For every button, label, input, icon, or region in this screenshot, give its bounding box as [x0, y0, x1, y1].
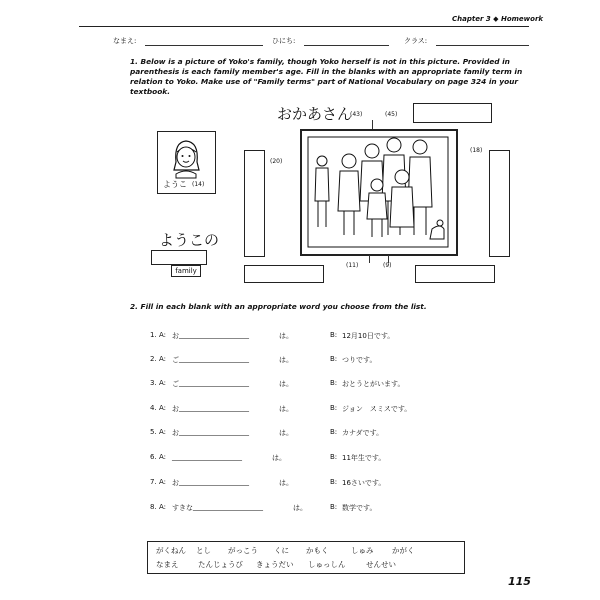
answer-b-prefix: B: — [330, 404, 338, 412]
question-row — [150, 478, 530, 492]
chapter-header: Chapter 3 ◆ Homework — [452, 15, 544, 23]
answer-a-prefix: A: — [159, 355, 167, 363]
family-picture — [300, 129, 458, 256]
answer-b-prefix: B: — [330, 453, 338, 461]
answer-a-text: ご — [172, 380, 179, 388]
answer-a-ending: は。 — [279, 380, 293, 388]
example-family-term: おかあさん — [277, 105, 353, 123]
answer-b-prefix: B: — [330, 331, 338, 339]
answer-a-ending: は。 — [272, 454, 286, 462]
word-list-item: たんじょうび — [198, 560, 243, 569]
answer-b-prefix: B: — [330, 428, 338, 436]
answer-a-text: ご — [172, 356, 179, 364]
answer-b-prefix: B: — [330, 478, 338, 486]
answer-blank[interactable]: ____________________ — [179, 478, 249, 486]
question-number: 4. — [150, 404, 157, 412]
word-list-item: くに — [274, 546, 289, 555]
question-row — [150, 453, 530, 467]
question-number: 6. — [150, 453, 157, 461]
family-term-blank-bottom-right[interactable] — [415, 265, 495, 283]
family-term-blank-left[interactable] — [244, 150, 265, 257]
family-term-blank-yoko[interactable] — [151, 250, 207, 265]
yoko-label: ようこ — [163, 180, 187, 189]
name-label: なまえ: — [113, 37, 137, 45]
family-term-blank-right[interactable] — [489, 150, 510, 257]
answer-a-ending: は。 — [279, 429, 293, 437]
answer-b-text: おとうとがいます。 — [342, 380, 405, 388]
answer-b-text: 数学です。 — [342, 504, 377, 512]
section2-instruction: 2. Fill in each blank with an appropriate word you choose from the list. — [130, 302, 427, 311]
answer-blank[interactable]: ____________________ — [179, 331, 249, 339]
family-term-blank-top[interactable] — [413, 103, 492, 123]
answer-blank[interactable]: ____________________ — [179, 428, 249, 436]
answer-a-ending: は。 — [279, 479, 293, 487]
question-number: 1. — [150, 331, 157, 339]
age-bottom-right: (9) — [383, 262, 392, 269]
answer-b-text: ジョン スミスです。 — [342, 405, 412, 413]
answer-blank[interactable]: ____________________ — [172, 453, 242, 461]
answer-a-prefix: A: — [159, 379, 167, 387]
age-yoko: (14) — [192, 181, 205, 188]
answer-a-prefix: A: — [159, 503, 167, 511]
word-list-item: がくねん — [156, 546, 186, 555]
age-left: (20) — [270, 158, 283, 165]
question-row — [150, 331, 530, 345]
class-label: クラス: — [404, 37, 428, 45]
name-field[interactable] — [145, 45, 263, 46]
answer-b-prefix: B: — [330, 503, 338, 511]
question-row — [150, 355, 530, 369]
word-list-item: しゅっしん — [308, 560, 346, 569]
answer-b-text: 16さいです。 — [342, 479, 386, 487]
answer-blank[interactable]: ____________________ — [193, 503, 263, 511]
answer-a-ending: は。 — [279, 405, 293, 413]
pointer-line-left — [369, 255, 370, 263]
question-number: 8. — [150, 503, 157, 511]
question-number: 5. — [150, 428, 157, 436]
answer-a-prefix: A: — [159, 428, 167, 436]
question-row — [150, 428, 530, 442]
answer-b-prefix: B: — [330, 355, 338, 363]
answer-a-text: お — [172, 332, 179, 340]
question-row — [150, 379, 530, 393]
word-list-item: きょうだい — [256, 560, 294, 569]
age-father: (45) — [385, 111, 398, 118]
answer-b-text: カナダです。 — [342, 429, 384, 437]
answer-b-prefix: B: — [330, 379, 338, 387]
section1-instruction: 1. Below is a picture of Yoko's family, though Yoko herself is not in this picture. Provided in parenthesis is each family member's age. Fill in the blanks with an appropriate family term in relation to Yoko. Make use of "Family terms" part of National Vocabulary on page 324 in your textbook. — [130, 57, 523, 96]
question-number: 3. — [150, 379, 157, 387]
family-term-blank-bottom-left[interactable] — [244, 265, 324, 283]
age-right: (18) — [470, 147, 483, 154]
answer-a-prefix: A: — [159, 478, 167, 486]
question-number: 7. — [150, 478, 157, 486]
question-row — [150, 404, 530, 418]
answer-a-prefix: A: — [159, 453, 167, 461]
age-mother: (43) — [350, 111, 363, 118]
answer-a-ending: は。 — [279, 356, 293, 364]
answer-a-ending: は。 — [279, 332, 293, 340]
answer-a-prefix: A: — [159, 404, 167, 412]
answer-b-text: 12月10日です。 — [342, 332, 395, 340]
page-number: 115 — [508, 575, 531, 588]
family-illustration — [302, 131, 454, 252]
word-list-item: かもく — [306, 546, 329, 555]
date-field[interactable] — [304, 45, 389, 46]
answer-a-text: すきな — [172, 504, 193, 512]
answer-a-prefix: A: — [159, 331, 167, 339]
answer-blank[interactable]: ____________________ — [179, 404, 249, 412]
answer-blank[interactable]: ____________________ — [179, 355, 249, 363]
date-label: ひにち: — [272, 37, 296, 45]
answer-a-ending: は。 — [293, 504, 307, 512]
answer-blank[interactable]: ____________________ — [179, 379, 249, 387]
class-field[interactable] — [436, 45, 529, 46]
word-list-item: なまえ — [156, 560, 179, 569]
answer-b-text: 11年生です。 — [342, 454, 386, 462]
word-list-item: かがく — [392, 546, 415, 555]
header-rule — [79, 26, 529, 27]
answer-a-text: お — [172, 429, 179, 437]
answer-b-text: つりです。 — [342, 356, 377, 364]
word-list-item: せんせい — [366, 560, 396, 569]
answer-a-text: お — [172, 405, 179, 413]
question-number: 2. — [150, 355, 157, 363]
word-list-item: とし — [196, 546, 211, 555]
word-list-item: がっこう — [228, 546, 258, 555]
word-list-item: しゅみ — [351, 546, 374, 555]
question-row — [150, 503, 530, 517]
answer-a-text: お — [172, 479, 179, 487]
family-label-box: family — [171, 265, 201, 277]
yoko-no-label: ようこの — [159, 231, 220, 249]
age-bottom-left: (11) — [346, 262, 359, 269]
